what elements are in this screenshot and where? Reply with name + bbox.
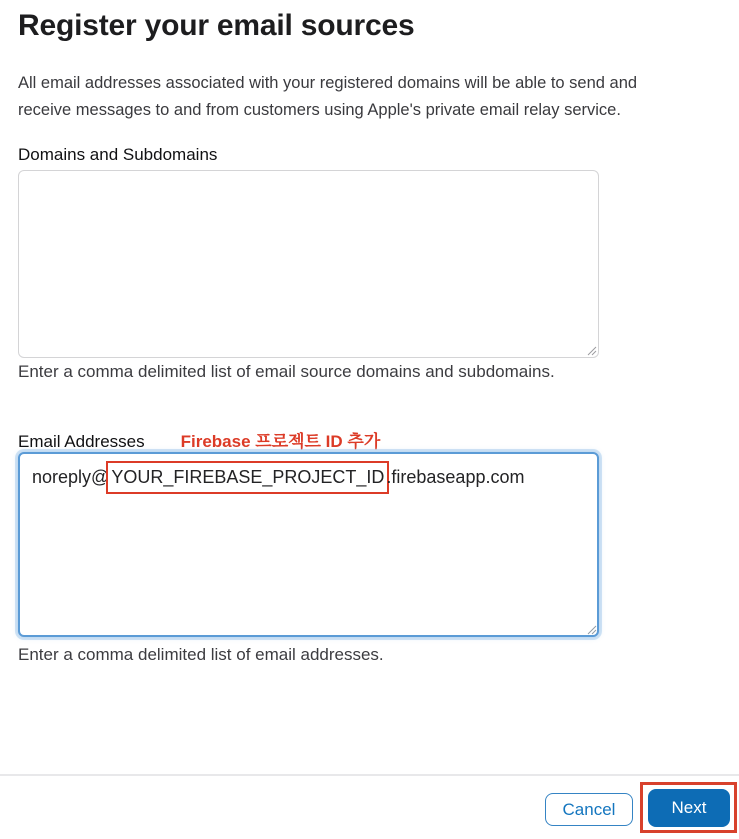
cancel-button[interactable]: Cancel	[545, 793, 633, 826]
email-value-suffix: .firebaseapp.com	[386, 467, 525, 487]
email-addresses-textarea[interactable]	[18, 452, 599, 637]
page-title: Register your email sources	[18, 9, 415, 42]
email-addresses-label: Email Addresses	[18, 432, 145, 451]
page-description-line-2: receive messages to and from customers using Apple's private email relay service.	[18, 101, 621, 119]
page-description-line-1: All email addresses associated with your registered domains will be able to send and	[18, 74, 638, 92]
firebase-project-id-annotation: Firebase 프로젝트 ID 추가	[180, 432, 381, 451]
domains-helper-text: Enter a comma delimited list of email source domains and subdomains.	[18, 362, 555, 381]
firebase-project-id-highlight-box: YOUR_FIREBASE_PROJECT_ID	[106, 461, 389, 494]
domains-textarea[interactable]	[18, 170, 599, 358]
page-description	[18, 70, 637, 124]
next-button[interactable]: Next	[648, 789, 730, 827]
emails-helper-text: Enter a comma delimited list of email addresses.	[18, 645, 384, 664]
email-value-prefix: noreply@	[32, 467, 110, 487]
footer-divider	[0, 774, 739, 776]
domains-label: Domains and Subdomains	[18, 145, 218, 164]
emails-label-row	[18, 427, 380, 452]
